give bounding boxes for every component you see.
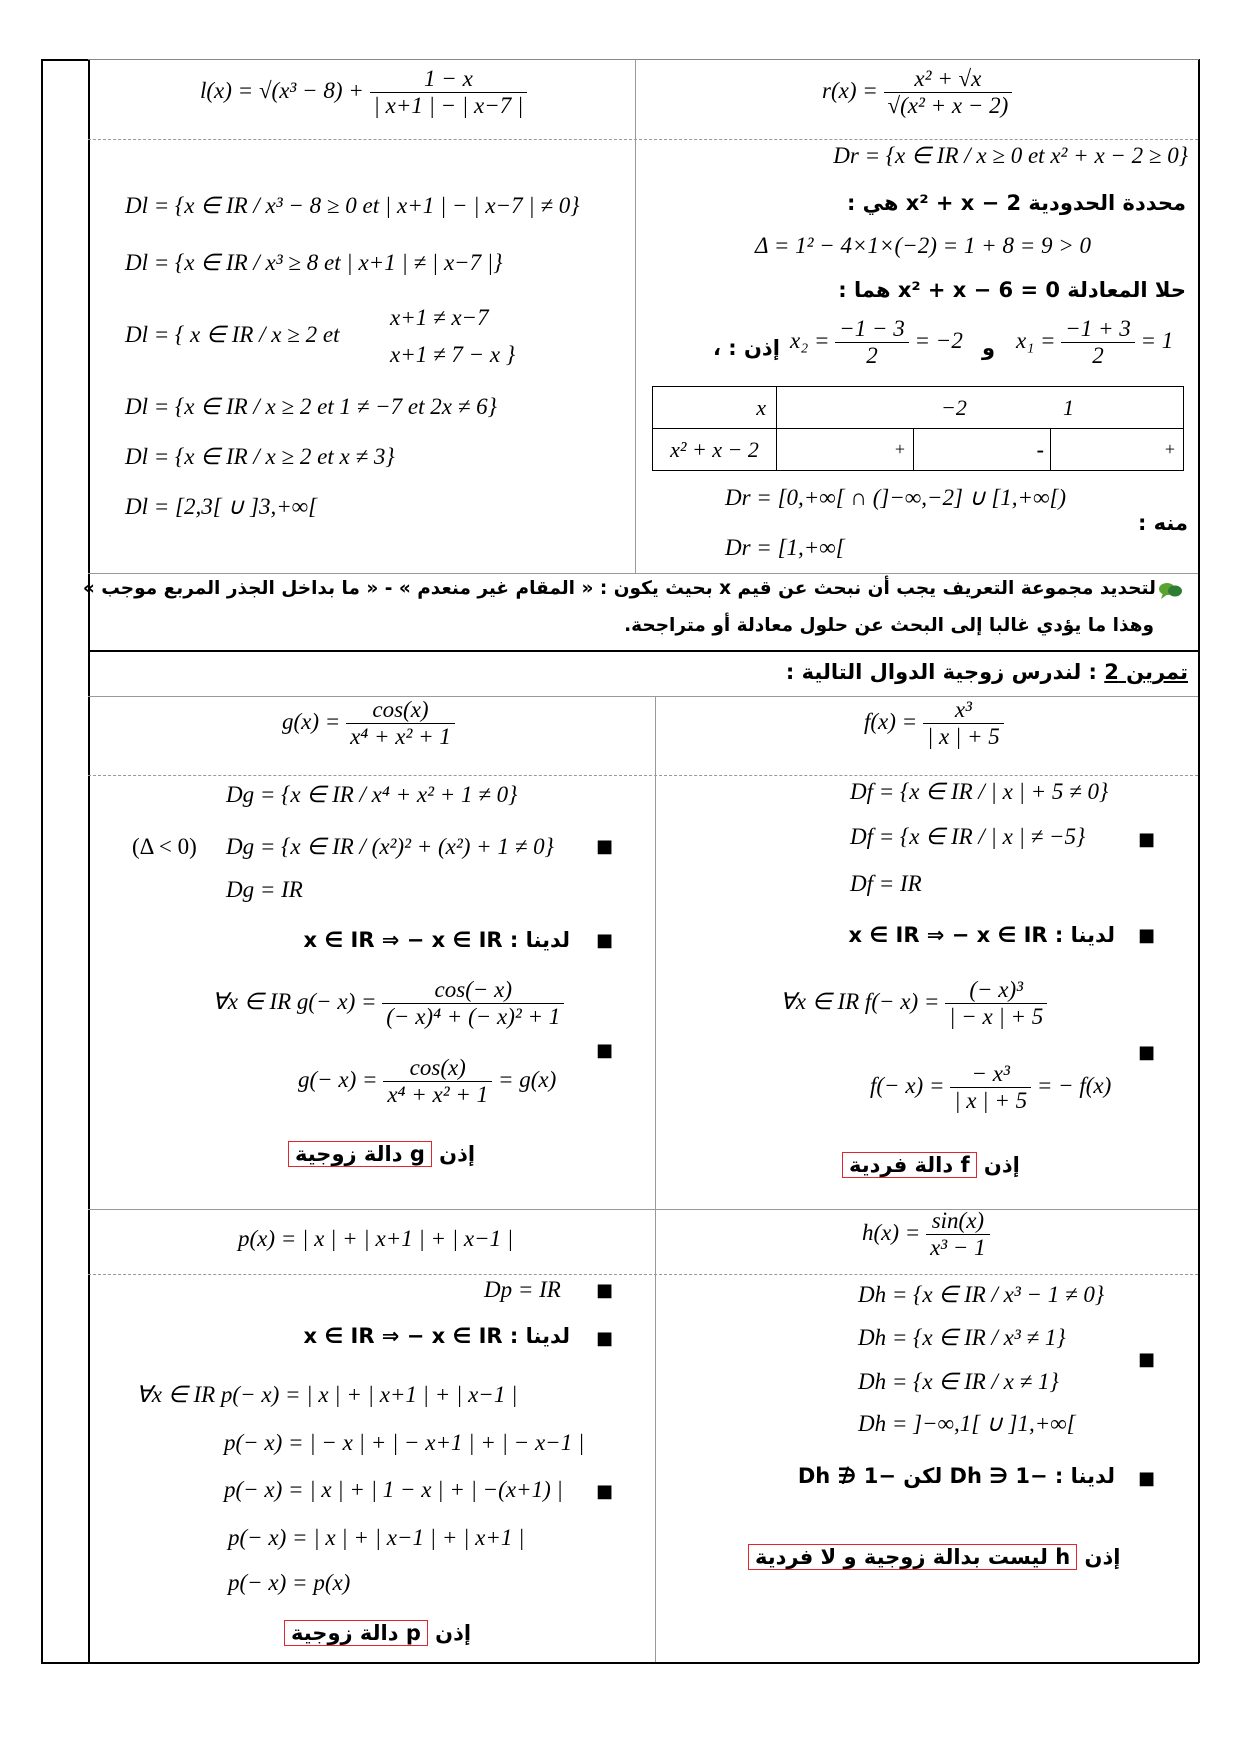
h-num: sin(x) xyxy=(931,1208,985,1233)
frame-outer-left xyxy=(41,59,43,1663)
f-conclusion xyxy=(842,1152,1020,1178)
sign-3: + xyxy=(1051,429,1184,471)
sign-table-x-values xyxy=(777,387,1184,429)
dl-step-6: Dl = [2,3[ ∪ ]3,+∞[ xyxy=(125,494,318,519)
h-den: x³ − 1 xyxy=(926,1234,990,1261)
wa-text: و xyxy=(982,336,996,360)
frame-bottom xyxy=(41,1662,1199,1664)
g-step-2-lhs: g(− x) = xyxy=(298,1066,378,1092)
dl-step-5: Dl = {x ∈ IR / x ≥ 2 et x ≠ 3} xyxy=(125,444,395,469)
df-step-3: Df = IR xyxy=(850,871,922,896)
g-idhan: إذن xyxy=(439,1142,476,1166)
p-step-1: ∀x ∈ IR p(− x) = | x | + | x+1 | + | x−1 | xyxy=(136,1382,518,1407)
x1-num: −1 + 3 xyxy=(1065,316,1131,341)
p-conclusion-box: p دالة زوجية xyxy=(284,1620,428,1646)
dl-step-1: Dl = {x ∈ IR / x³ − 8 ≥ 0 et | x+1 | − | x−7 | ≠ 0} xyxy=(125,193,580,218)
g-step-1-den: (− x)⁴ + (− x)² + 1 xyxy=(382,1003,564,1030)
dg-delta: (Δ < 0) xyxy=(132,834,197,859)
bullet-f-2: ■ xyxy=(1138,925,1156,946)
p-idhan: إذن xyxy=(435,1621,472,1645)
p-step-2: p(− x) = | − x | + | − x+1 | + | − x−1 | xyxy=(224,1430,585,1455)
bullet-f-3: ■ xyxy=(1138,1042,1156,1063)
minhu-text: منه : xyxy=(1137,511,1188,535)
x2-den: 2 xyxy=(835,342,909,369)
dl-step-2: Dl = {x ∈ IR / x³ ≥ 8 et | x+1 | ≠ | x−7 |} xyxy=(125,250,503,275)
h-conclusion-box: h ليست بدالة زوجية و لا فردية xyxy=(748,1544,1077,1570)
row-divider-hp xyxy=(88,1274,1198,1275)
dg-step-2: Dg = {x ∈ IR / (x²)² + (x²) + 1 ≠ 0} xyxy=(226,834,554,859)
g-step-2-den: x⁴ + x² + 1 xyxy=(383,1081,492,1108)
dl-step-3: Dl = { x ∈ IR / x ≥ 2 et xyxy=(125,322,340,347)
delta-calc: Δ = 1² − 4×1×(−2) = 1 + 8 = 9 > 0 xyxy=(755,233,1091,258)
g-definition xyxy=(282,697,455,750)
sign-1: + xyxy=(777,429,914,471)
f-lhs: f(x) = xyxy=(864,708,918,734)
f-step-2 xyxy=(870,1061,1111,1114)
exercise-2-label: تمرين 2 xyxy=(1104,660,1188,684)
frame-top xyxy=(41,59,88,61)
frame-top-right xyxy=(88,59,1199,60)
f-step-1-lhs: ∀x ∈ IR f(− x) = xyxy=(780,988,940,1014)
f-step-1-num: (− x)³ xyxy=(969,977,1024,1002)
p-step-5: p(− x) = p(x) xyxy=(228,1570,351,1595)
dr-step-1: Dr = {x ∈ IR / x ≥ 0 et x² + x − 2 ≥ 0} xyxy=(833,143,1188,168)
x2-num: −1 − 3 xyxy=(839,316,905,341)
dg-step-1: Dg = {x ∈ IR / x⁴ + x² + 1 ≠ 0} xyxy=(226,782,518,807)
h-conclusion xyxy=(748,1544,1120,1570)
f-den: | x | + 5 xyxy=(923,723,1004,750)
df-step-2: Df = {x ∈ IR / | x | ≠ −5} xyxy=(850,824,1086,849)
section-divider-3 xyxy=(88,696,1198,697)
bullet-g-1: ■ xyxy=(596,836,614,857)
g-step-2-rhs: = g(x) xyxy=(497,1066,557,1092)
dl-step-3-cond-b: x+1 ≠ 7 − x } xyxy=(390,342,516,367)
sign-table-expr: x² + x − 2 xyxy=(653,429,777,471)
note-line-2: وهذا ما يؤدي غالبا إلى البحث عن حلول معادلة أو متراجحة. xyxy=(624,615,1154,636)
x2-value: = −2 xyxy=(914,327,963,353)
dh-step-3: Dh = {x ∈ IR / x ≠ 1} xyxy=(858,1369,1059,1394)
frame-right xyxy=(1198,59,1200,1663)
f-ladayna: لدينا : x ∈ IR ⇒ − x ∈ IR xyxy=(848,923,1115,947)
sign-2: - xyxy=(914,429,1051,471)
l-lhs: l(x) = √(x³ − 8) + xyxy=(200,77,364,103)
row-divider-1 xyxy=(88,139,1198,140)
dh-step-2: Dh = {x ∈ IR / x³ ≠ 1} xyxy=(858,1325,1066,1350)
g-num: cos(x) xyxy=(372,697,429,722)
bullet-p-2: ■ xyxy=(596,1328,614,1349)
col-divider-bottom xyxy=(655,696,656,1662)
bullet-g-3: ■ xyxy=(596,1040,614,1061)
mahdouda-text: محددة الحدودية x² + x − 2 هي : xyxy=(846,191,1186,215)
sign-table-row-expr xyxy=(653,429,1184,471)
g-den: x⁴ + x² + 1 xyxy=(346,723,455,750)
bullet-h-1: ■ xyxy=(1138,1349,1156,1370)
g-step-2 xyxy=(298,1055,556,1108)
bullet-f-1: ■ xyxy=(1138,829,1156,850)
p-step-4: p(− x) = | x | + | x−1 | + | x+1 | xyxy=(228,1525,525,1550)
idhan-roots: إذن : ، xyxy=(713,336,780,360)
f-conclusion-box: f دالة فردية xyxy=(842,1152,977,1178)
r-lhs: r(x) = xyxy=(822,77,878,103)
dg-step-3: Dg = IR xyxy=(226,877,303,902)
x1-label: x₁ = xyxy=(1016,327,1056,353)
sign-table-x-label: x xyxy=(653,387,777,429)
r-numerator: x² + √x xyxy=(914,66,982,91)
g-ladayna: لدينا : x ∈ IR ⇒ − x ∈ IR xyxy=(303,928,570,952)
f-step-2-rhs: = − f(x) xyxy=(1036,1072,1112,1098)
h-definition xyxy=(862,1208,990,1261)
f-step-2-den: | x | + 5 xyxy=(950,1087,1031,1114)
p-ladayna: لدينا : x ∈ IR ⇒ − x ∈ IR xyxy=(303,1324,570,1348)
r-definition xyxy=(822,66,1012,119)
bullet-g-2: ■ xyxy=(596,930,614,951)
exercise-2-title: : لندرس زوجية الدوال التالية : xyxy=(785,660,1105,684)
bullet-p-1: ■ xyxy=(596,1280,614,1301)
dr-step-3: Dr = [1,+∞[ xyxy=(725,535,845,560)
x2-label: x₂ = xyxy=(790,327,830,353)
bullet-p-3: ■ xyxy=(596,1481,614,1502)
sign-table xyxy=(652,386,1184,471)
dl-step-4: Dl = {x ∈ IR / x ≥ 2 et 1 ≠ −7 et 2x ≠ 6} xyxy=(125,394,497,419)
f-step-2-num: − x³ xyxy=(971,1061,1010,1086)
dh-step-4: Dh = ]−∞,1[ ∪ ]1,+∞[ xyxy=(858,1411,1076,1436)
f-idhan: إذن xyxy=(983,1153,1020,1177)
col-divider-top xyxy=(635,59,636,573)
g-lhs: g(x) = xyxy=(282,708,341,734)
p-conclusion xyxy=(284,1620,471,1646)
h-idhan: إذن xyxy=(1084,1545,1121,1569)
bullet-h-2: ■ xyxy=(1138,1468,1156,1489)
x1-value: = 1 xyxy=(1140,327,1174,353)
df-step-1: Df = {x ∈ IR / | x | + 5 ≠ 0} xyxy=(850,779,1109,804)
f-definition xyxy=(864,697,1004,750)
h-lhs: h(x) = xyxy=(862,1219,921,1245)
g-step-1-lhs: ∀x ∈ IR g(− x) = xyxy=(212,988,377,1014)
x1-den: 2 xyxy=(1061,342,1135,369)
f-num: x³ xyxy=(954,697,972,722)
g-step-2-num: cos(x) xyxy=(409,1055,466,1080)
dr-step-2: Dr = [0,+∞[ ∩ (]−∞,−2] ∪ [1,+∞[) xyxy=(725,485,1067,510)
f-step-2-lhs: f(− x) = xyxy=(870,1072,945,1098)
frame-inner-left xyxy=(88,59,90,1663)
l-numerator: 1 − x xyxy=(424,66,473,91)
l-denominator: | x+1 | − | x−7 | xyxy=(370,92,528,119)
r-denominator: √(x² + x − 2) xyxy=(884,92,1013,119)
section-divider-1 xyxy=(88,573,1198,574)
dh-step-1: Dh = {x ∈ IR / x³ − 1 ≠ 0} xyxy=(858,1282,1105,1307)
row-divider-fg xyxy=(88,775,1198,776)
root-x2 xyxy=(790,316,963,369)
sign-table-x-val-1: −2 xyxy=(941,395,967,420)
g-step-1-num: cos(− x) xyxy=(434,977,513,1002)
exercise-2-heading xyxy=(786,660,1188,684)
speech-icon xyxy=(1158,580,1184,606)
f-step-1 xyxy=(780,977,1047,1030)
section-divider-2 xyxy=(88,650,1198,652)
g-conclusion-box: g دالة زوجية xyxy=(288,1141,432,1167)
sign-table-row-x xyxy=(653,387,1184,429)
f-step-1-den: | − x | + 5 xyxy=(945,1003,1047,1030)
h-ladayna: لدينا : −1 ∈ Dh لكن −1 ∉ Dh xyxy=(797,1464,1115,1488)
l-definition xyxy=(200,66,527,119)
holoul-text: حلا المعادلة x² + x − 6 = 0 هما : xyxy=(838,278,1186,302)
note-line-1: لتحديد مجموعة التعريف يجب أن نبحث عن قيم x بحيث يكون : « المقام غير منعدم » - « ما بداخل الجذر المربع موجب » xyxy=(82,578,1156,599)
dl-step-3-cond-a: x+1 ≠ x−7 xyxy=(390,305,489,330)
root-x1 xyxy=(1016,316,1173,369)
sign-table-x-val-2: 1 xyxy=(1063,395,1074,420)
g-step-1 xyxy=(212,977,564,1030)
dp-step: Dp = IR xyxy=(484,1277,561,1302)
p-step-3: p(− x) = | x | + | 1 − x | + | −(x+1) | xyxy=(224,1477,563,1502)
p-definition: p(x) = | x | + | x+1 | + | x−1 | xyxy=(238,1226,514,1251)
g-conclusion xyxy=(288,1141,475,1167)
row-divider-hp-top xyxy=(88,1209,1198,1210)
